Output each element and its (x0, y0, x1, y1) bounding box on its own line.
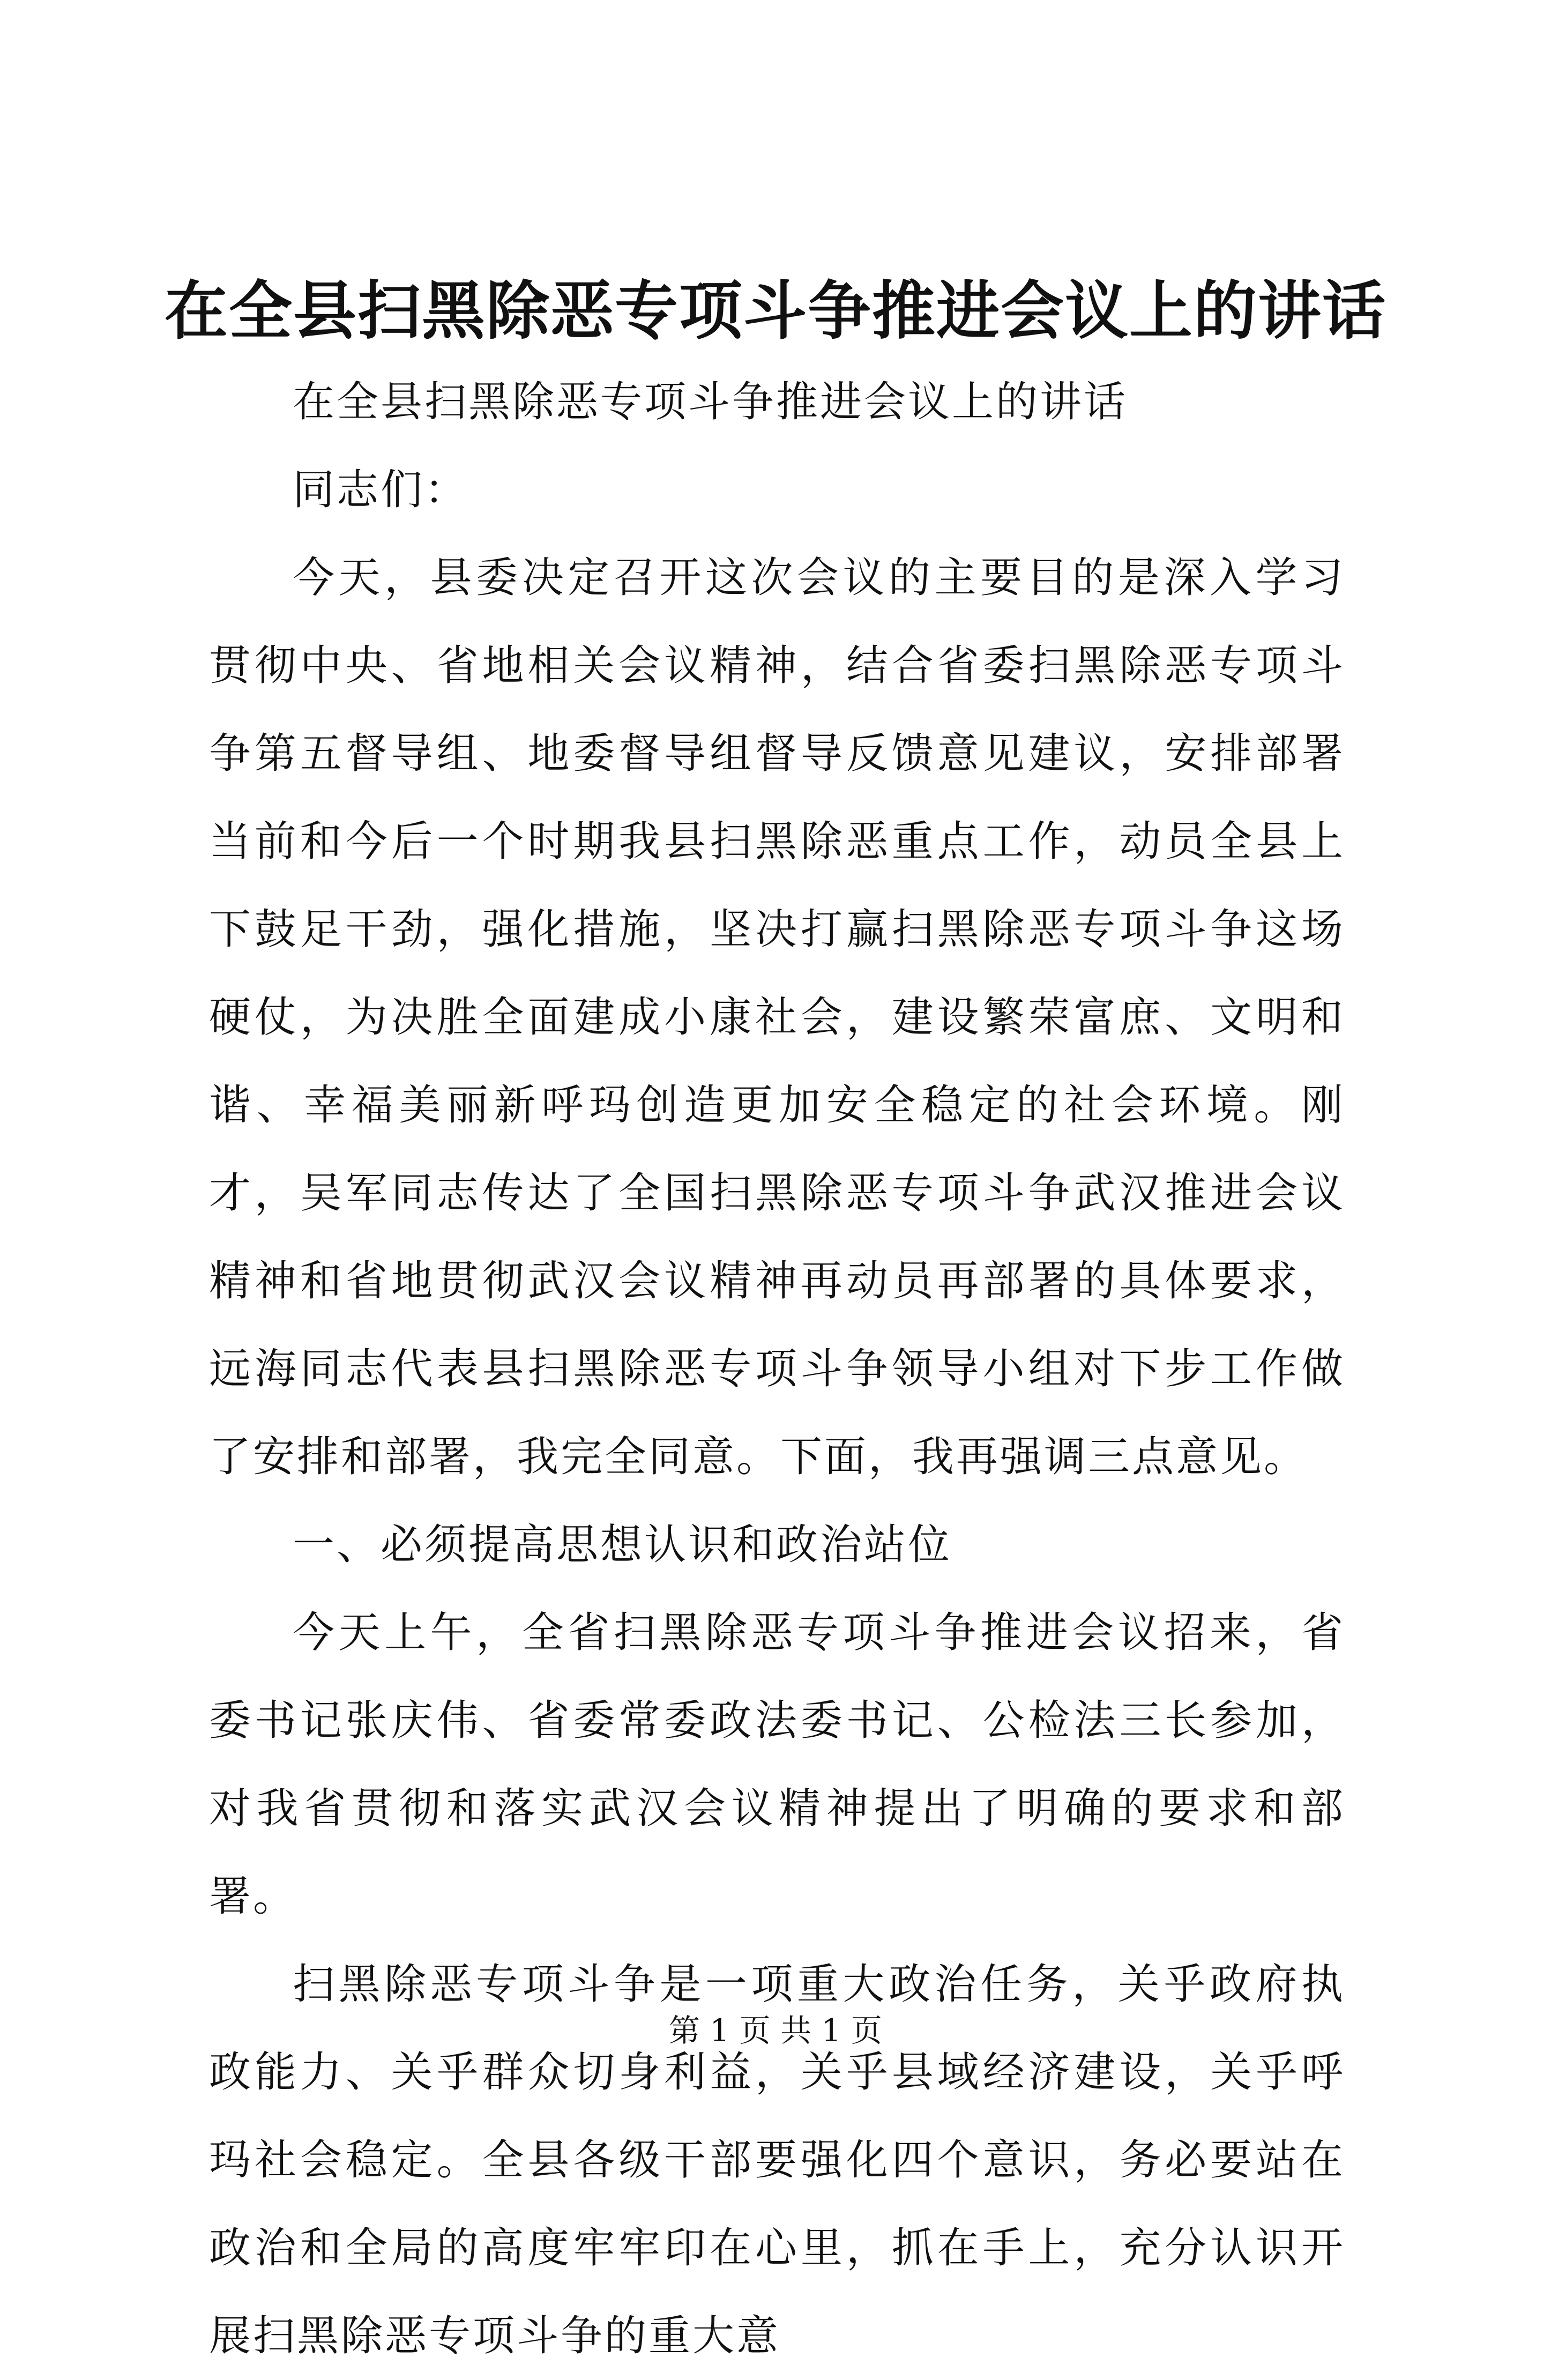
salutation-paragraph: 同志们： (293, 466, 469, 514)
body-paragraph: 今天上午，全省扫黑除恶专项斗争推进会议招来，省委书记张庆伟、省委常委政法委书记、公检法三长参加，对我省贯彻和落实武汉会议精神提出了明确的要求和部署。 (209, 1609, 1345, 1921)
section-heading: 一、必须提高思想认识和政治站位 (293, 1521, 952, 1569)
body-paragraph: 扫黑除恶专项斗争是一项重大政治任务，关乎政府执政能力、关乎群众切身利益，关乎县域经济建设，关乎呼玛社会稳定。全县各级干部要强化四个意识，务必要站在政治和全局的高度牢牢印在心里，抓在手上，充分认识开展扫黑除恶专项斗争的重大意 (209, 1960, 1345, 2360)
page-footer: 第 1 页 共 1 页 (669, 2012, 882, 2049)
subtitle-paragraph: 在全县扫黑除恶专项斗争推进会议上的讲话 (293, 378, 1128, 426)
document-title: 在全县扫黑除恶专项斗争推进会议上的讲话 (164, 273, 1386, 348)
body-paragraph: 今天，县委决定召开这次会议的主要目的是深入学习贯彻中央、省地相关会议精神，结合省委扫黑除恶专项斗争第五督导组、地委督导组督导反馈意见建议，安排部署当前和今后一个时期我县扫黑除恶重点工作，动员全县上下鼓足干劲，强化措施，坚决打赢扫黑除恶专项斗争这场硬仗，为决胜全面建成小康社会，建设繁荣富庶、文明和谐、幸福美丽新呼玛创造更加安全稳定的社会环境。刚才，吴军同志传达了全国扫黑除恶专项斗争武汉推进会议精神和省地贯彻武汉会议精神再动员再部署的具体要求，远海同志代表县扫黑除恶专项斗争领导小组对下步工作做了安排和部署，我完全同意。下面，我再强调三点意见。 (209, 554, 1345, 1481)
document-body (209, 358, 1345, 2380)
